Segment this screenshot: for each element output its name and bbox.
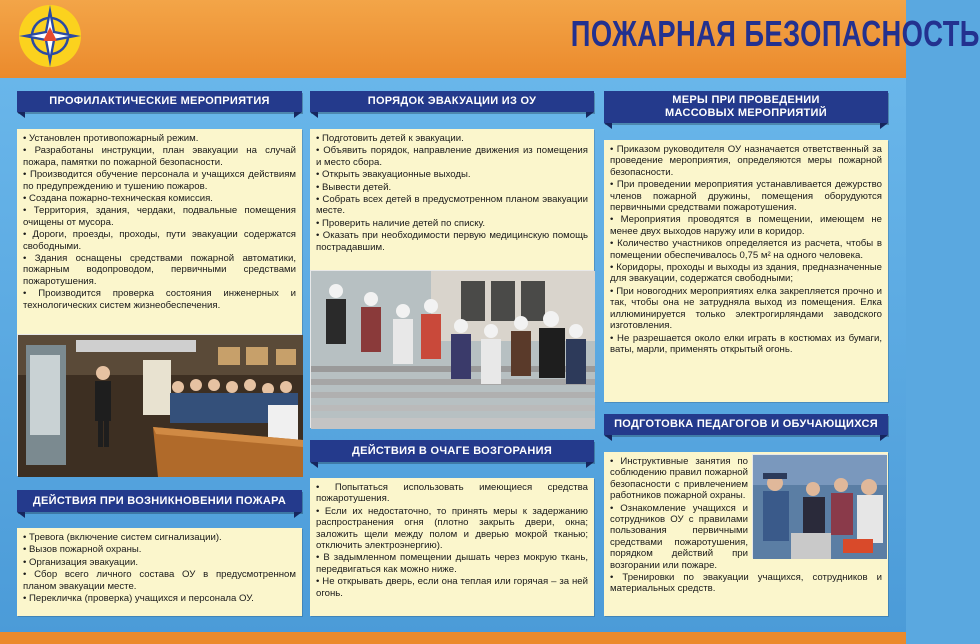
- ignition-textbox: [310, 478, 594, 616]
- list-item: • Попытаться использовать имеющиеся средства пожаротушения.: [316, 482, 588, 505]
- section-title-prevention: ПРОФИЛАКТИЧЕСКИЕ МЕРОПРИЯТИЯ: [17, 91, 302, 112]
- list-item: • Производится проверка состояния инженерных и технологических систем жизнеобеспечения.: [23, 288, 296, 311]
- list-item: • Ознакомление учащихся и сотрудников ОУ с правилами пользования первичными средствами пожаротушения, порядком действий при возгорании или пожаре.: [610, 503, 882, 571]
- list-item: • При проведении мероприятия устанавливается дежурство членов пожарной дружины, помещения оборудуются первичными средствами пожаротушения.: [610, 179, 882, 213]
- list-item: • Производится обучение персонала и учащихся действиям по предупреждению и тушению пожаров.: [23, 169, 296, 192]
- prevention-textbox: [17, 129, 302, 334]
- on-fire-textbox: [17, 528, 302, 616]
- emercom-star-emblem-icon: [17, 3, 83, 69]
- list-item: • Коридоры, проходы и выходы из здания, предназначенные для эвакуации, содержатся свободными;: [610, 262, 882, 285]
- list-item: • Количество участников определяется из расчета, чтобы в помещении обеспечивалось 0,75 м² на одного человека.: [610, 238, 882, 261]
- list-item: • Объявить порядок, направление движения из помещения и место сбора.: [316, 145, 588, 168]
- list-item: • Здания оснащены средствами пожарной автоматики, пожарным водопроводом, первичными средствами пожаротушения.: [23, 253, 296, 287]
- poster-header: [0, 0, 980, 78]
- fire-officer-training-photo: [752, 454, 886, 558]
- list-item: • Вывести детей.: [316, 182, 588, 193]
- list-item: • Организация эвакуации.: [23, 557, 296, 568]
- evacuation-illustration: [311, 271, 595, 429]
- evacuation-list: [316, 133, 588, 253]
- list-item: • Оказать при необходимости первую медицинскую помощь пострадавшим.: [316, 230, 588, 253]
- prevention-list: [23, 133, 296, 311]
- section-title-mass-events: [604, 91, 888, 123]
- section-title-training: ПОДГОТОВКА ПЕДАГОГОВ И ОБУЧАЮЩИХСЯ: [604, 414, 888, 435]
- footer-band: [0, 632, 906, 644]
- ignition-list: [316, 482, 588, 599]
- list-item: • Открыть эвакуационные выходы.: [316, 169, 588, 180]
- list-item: • Не разрешается около елки играть в костюмах из бумаги, ваты, марли, применять открытый огонь.: [610, 333, 882, 356]
- classroom-museum-photo: [17, 334, 302, 476]
- evacuation-textbox: [310, 129, 594, 270]
- list-item: • Подготовить детей к эвакуации.: [316, 133, 588, 144]
- list-item: • Тревога (включение систем сигнализации).: [23, 532, 296, 543]
- list-item: • Если их недостаточно, то принять меры к задержанию распространения огня (плотно закрыть двери, окна; заложить щели между полом и дверью мокрой тканью; отключить электроэнергию).: [316, 506, 588, 552]
- list-item: • Собрать всех детей в предусмотренном планом эвакуации месте.: [316, 194, 588, 217]
- list-item: • Перекличка (проверка) учащихся и персонала ОУ.: [23, 593, 296, 604]
- list-item: • Вызов пожарной охраны.: [23, 544, 296, 555]
- list-item: • Создана пожарно-техническая комиссия.: [23, 193, 296, 204]
- section-title-line: МАССОВЫХ МЕРОПРИЯТИЙ: [665, 107, 827, 119]
- on-fire-list: [23, 532, 296, 604]
- list-item: • Территория, здания, чердаки, подвальные помещения очищены от мусора.: [23, 205, 296, 228]
- list-item: • Разработаны инструкции, план эвакуации на случай пожара, памятки по пожарной безопасности.: [23, 145, 296, 168]
- list-item: • Сбор всего личного состава ОУ в предусмотренном планом эвакуации месте.: [23, 569, 296, 592]
- mass-events-textbox: [604, 140, 888, 402]
- training-textbox: [604, 452, 888, 616]
- section-title-evacuation: ПОРЯДОК ЭВАКУАЦИИ ИЗ ОУ: [310, 91, 594, 112]
- list-item: • Мероприятия проводятся в помещении, имеющем не менее двух выходов наружу или в коридор.: [610, 214, 882, 237]
- list-item: • Проверить наличие детей по списку.: [316, 218, 588, 229]
- training-illustration: [753, 455, 887, 559]
- section-title-on-fire: ДЕЙСТВИЯ ПРИ ВОЗНИКНОВЕНИИ ПОЖАРА: [17, 490, 302, 512]
- section-title-line: МЕРЫ ПРИ ПРОВЕДЕНИИ: [672, 94, 820, 106]
- list-item: • Не открывать дверь, если она теплая или горячая – за ней огонь.: [316, 576, 588, 599]
- list-item: • Дороги, проезды, проходы, пути эвакуации содержатся свободными.: [23, 229, 296, 252]
- page-title: ПОЖАРНАЯ БЕЗОПАСНОСТЬ: [570, 13, 980, 54]
- gas-mask-evacuation-photo: [310, 270, 594, 428]
- list-item: • Тренировки по эвакуации учащихся, сотрудников и материальных средств.: [610, 572, 882, 595]
- mass-events-list: [610, 144, 882, 355]
- list-item: • Установлен противопожарный режим.: [23, 133, 296, 144]
- list-item: • В задымленном помещении дышать через мокрую ткань, передвигаться как можно ниже.: [316, 552, 588, 575]
- list-item: • Приказом руководителя ОУ назначается ответственный за проведение мероприятия, определяются меры пожарной безопасности.: [610, 144, 882, 178]
- list-item: • При новогодних мероприятиях елка закрепляется прочно и так, чтобы она не затрудняла выход из помещения. Елка иллюминируется только электрогирляндами заводского изготовления.: [610, 286, 882, 332]
- section-title-ignition: ДЕЙСТВИЯ В ОЧАГЕ ВОЗГОРАНИЯ: [310, 440, 594, 462]
- classroom-museum-illustration: [18, 335, 303, 477]
- list-item: • Инструктивные занятия по соблюдению правил пожарной безопасности с привлечением работников пожарной охраны.: [610, 456, 882, 502]
